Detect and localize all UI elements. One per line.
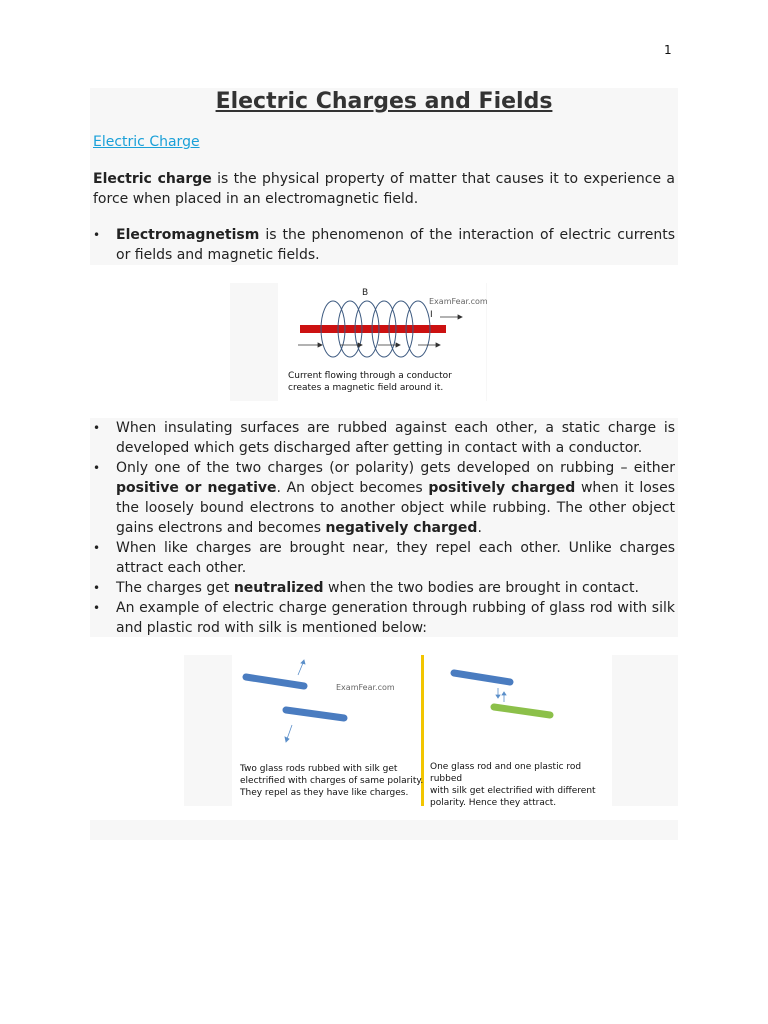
figure-magnetic-field <box>278 283 486 401</box>
bullet-text: When like charges are brought near, they repel each other. Unlike charges attract each other. <box>116 540 675 576</box>
caption-line: They repel as they have like charges. <box>240 788 409 798</box>
bullet-text: When insulating surfaces are rubbed against each other, a static charge is developed which gets discharged after getting in contact with a conductor. <box>116 420 675 456</box>
caption-line: One glass rod and one plastic rod rubbed <box>430 762 582 784</box>
bullet-text: The charges get <box>116 580 234 596</box>
bullet-text: Only one of the two charges (or polarity) gets developed on rubbing – either <box>116 460 675 476</box>
term-negatively-charged: negatively charged <box>325 520 478 536</box>
bullet-text: . An object becomes <box>276 480 429 496</box>
bullet-text: when it loses the loosely bound electrons to another object while rubbing. The other object gains electrons and becomes <box>116 480 676 536</box>
page-number: 1 <box>664 43 672 57</box>
figure-1-label-i: I <box>430 310 433 320</box>
rods-right <box>454 673 550 715</box>
figure-rubbing-rods <box>232 655 612 806</box>
list-item <box>93 225 675 265</box>
list-item <box>93 458 675 538</box>
figure-2-watermark: ExamFear.com <box>336 683 395 692</box>
glass-rods-left <box>246 677 344 718</box>
section-heading-electric-charge[interactable]: Electric Charge <box>93 134 200 150</box>
caption-line: electrified with charges of same polarity. <box>240 776 424 786</box>
list-item <box>93 598 675 638</box>
list-item <box>93 418 675 458</box>
caption-line: Two glass rods rubbed with silk get <box>240 764 398 774</box>
figure-2-left-caption <box>240 763 423 799</box>
figure-1-caption-line-2: creates a magnetic field around it. <box>288 383 444 393</box>
bullet-text: An example of electric charge generation through rubbing of glass rod with silk and plastic rod with silk is mentioned below: <box>116 600 675 636</box>
figure-2-right-caption <box>430 761 612 809</box>
bullet-list-charges <box>93 418 675 638</box>
list-item <box>93 578 675 598</box>
figure-1-watermark: ExamFear.com <box>429 297 488 306</box>
conductor-rod <box>300 325 446 333</box>
intro-text: is the physical property of matter that causes it to experience a force when placed in an electromagnetic field. <box>93 171 676 207</box>
term-neutralized: neutralized <box>233 580 324 596</box>
figure-1-label-b: B <box>362 288 369 298</box>
attract-arrows <box>496 688 506 702</box>
term-positive-or-negative: positive or negative <box>116 480 277 496</box>
bullet-text: . <box>477 520 482 536</box>
list-item <box>93 538 675 578</box>
bullet-list-electromagnetism <box>93 225 675 265</box>
term-electric-charge: Electric charge <box>93 171 212 187</box>
content-band-bottom <box>90 820 678 840</box>
bullet-text: is the phenomenon of the interaction of electric currents or fields and magnetic fields. <box>116 227 675 263</box>
repel-arrows <box>285 660 305 742</box>
term-positively-charged: positively charged <box>428 480 576 496</box>
page-title: Electric Charges and Fields <box>215 89 553 114</box>
bullet-text: when the two bodies are brought in contact. <box>323 580 639 596</box>
figure-1-caption-line-1: Current flowing through a conductor <box>288 371 452 381</box>
intro-paragraph <box>93 169 675 209</box>
caption-line: polarity. Hence they attract. <box>430 798 557 808</box>
caption-line: with silk get electrified with different <box>430 786 596 796</box>
term-electromagnetism: Electromagnetism <box>116 227 260 243</box>
